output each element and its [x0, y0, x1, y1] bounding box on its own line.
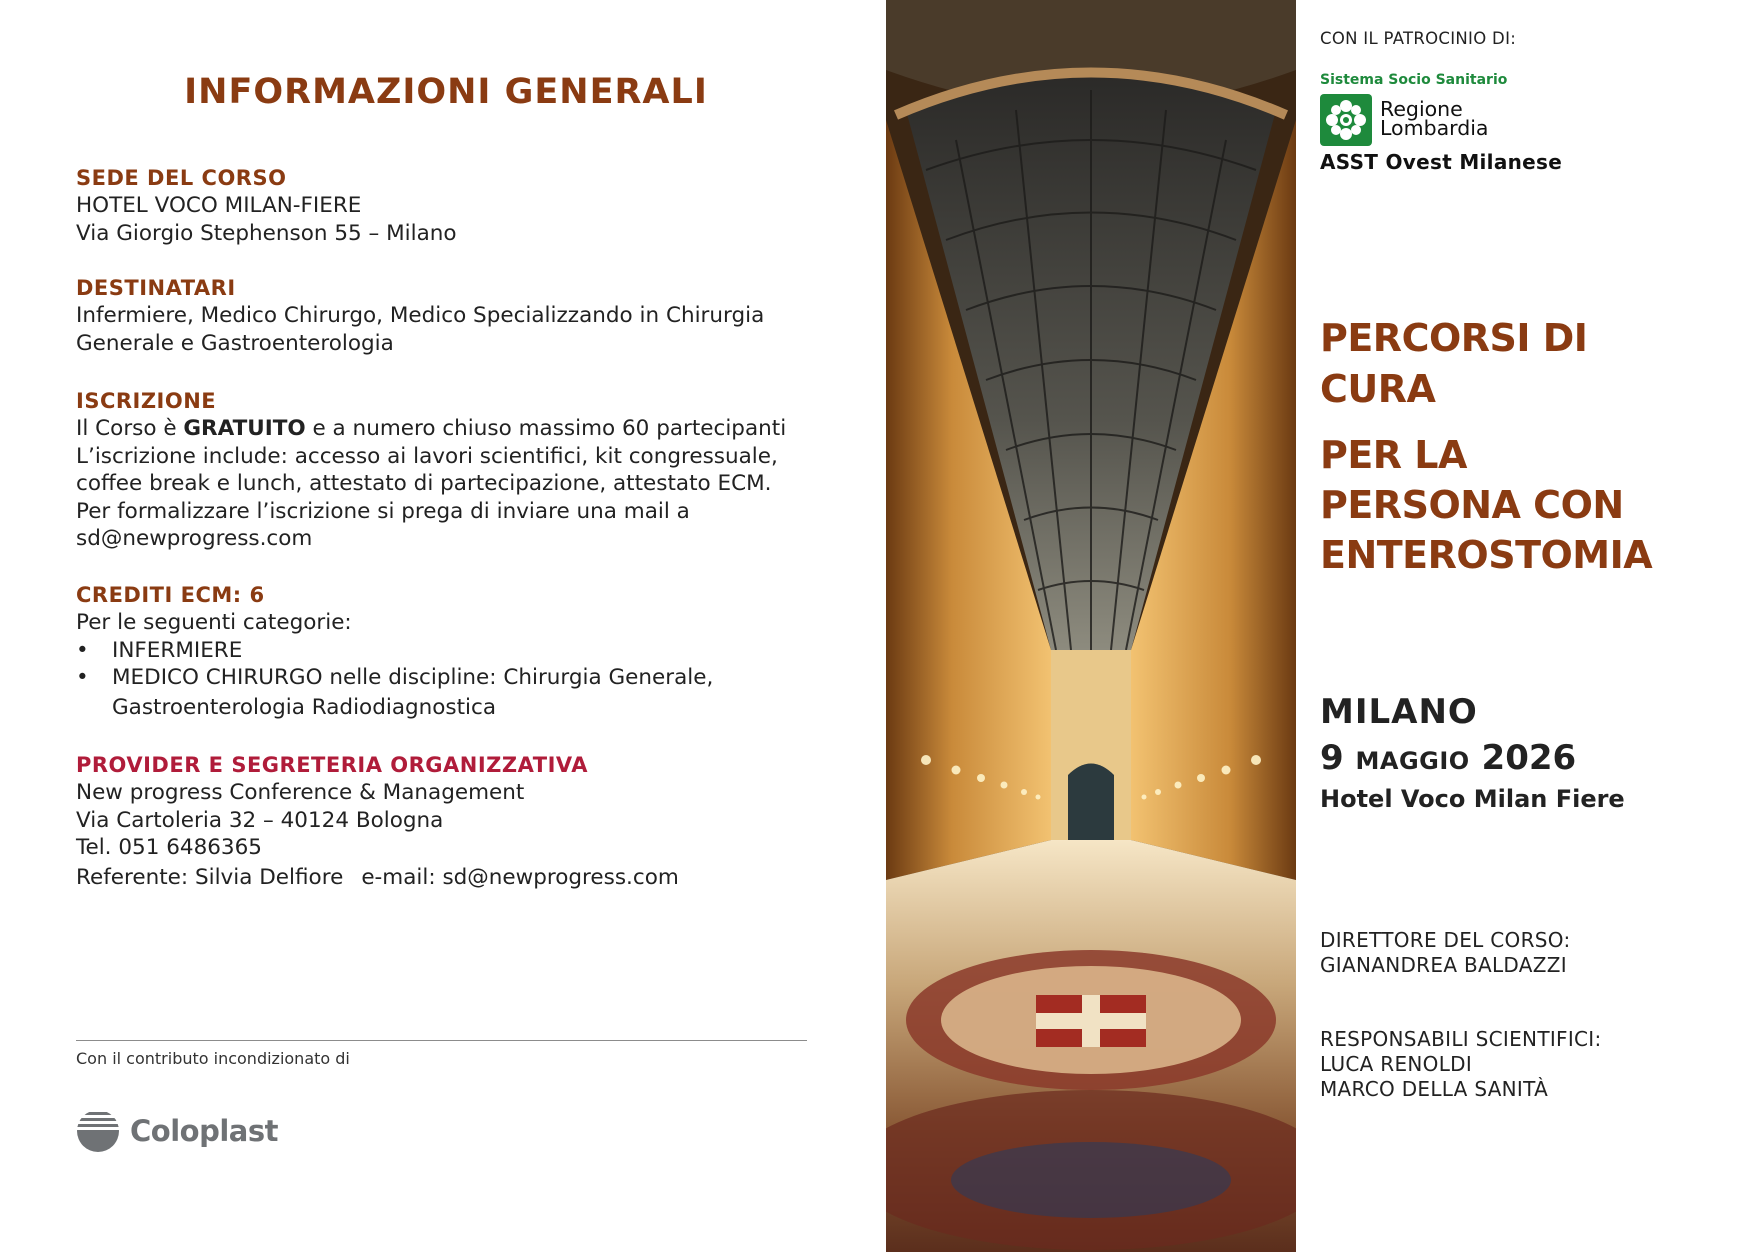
provider-email[interactable]: e-mail: sd@newprogress.com	[361, 864, 679, 890]
destinatari-heading: DESTINATARI	[76, 276, 236, 300]
direttore-block	[1320, 928, 1571, 978]
crediti-item-1: INFERMIERE	[112, 637, 243, 663]
date-month: MAGGIO	[1355, 747, 1470, 775]
destinatari-line-1: Infermiere, Medico Chirurgo, Medico Specializzando in Chirurgia	[76, 303, 765, 328]
asst-name: ASST Ovest Milanese	[1320, 150, 1563, 174]
crediti-section	[76, 583, 816, 721]
provider-referente: Referente: Silvia Delfiore	[76, 864, 344, 890]
divider	[76, 1040, 807, 1041]
provider-phone: Tel. 051 6486365	[76, 835, 262, 860]
date-day: 9	[1320, 738, 1344, 778]
patrocinio-label: CON IL PATROCINIO DI:	[1320, 29, 1517, 48]
title-line-1: PERCORSI DI	[1320, 316, 1588, 360]
responsabile-1: LUCA RENOLDI	[1320, 1052, 1473, 1076]
provider-section	[76, 753, 816, 891]
iscrizione-line-1	[76, 415, 816, 443]
regione-lombardia-text	[1380, 97, 1489, 140]
responsabile-2: MARCO DELLA SANITÀ	[1320, 1077, 1549, 1101]
iscrizione-heading: ISCRIZIONE	[76, 389, 217, 413]
coloplast-logo-icon	[76, 1109, 120, 1153]
galleria-photo	[886, 0, 1296, 1252]
sponsor-logo	[76, 1108, 278, 1154]
iscrizione-pre: Il Corso è	[76, 416, 184, 441]
responsabili-label: RESPONSABILI SCIENTIFICI:	[1320, 1027, 1602, 1051]
bullet-icon: •	[76, 665, 89, 690]
title-line-3: PER LA	[1320, 433, 1467, 477]
responsabili-block	[1320, 1027, 1602, 1102]
list-item	[76, 637, 816, 665]
list-item	[76, 664, 816, 692]
event-venue: Hotel Voco Milan Fiere	[1320, 785, 1625, 813]
iscrizione-line-2: L’iscrizione include: accesso ai lavori scientifici, kit congressuale,	[76, 443, 778, 469]
coloplast-wordmark: Coloplast	[130, 1114, 278, 1148]
list-item-continued	[76, 694, 816, 722]
page-title: INFORMAZIONI GENERALI	[184, 72, 708, 112]
lombardia-line: Lombardia	[1380, 116, 1489, 140]
sede-heading: SEDE DEL CORSO	[76, 166, 287, 190]
provider-contact	[76, 864, 816, 892]
iscrizione-section	[76, 389, 816, 553]
provider-address: Via Cartoleria 32 – 40124 Bologna	[76, 807, 444, 833]
right-panel	[1320, 0, 1740, 1241]
provider-name: New progress Conference & Management	[76, 780, 525, 805]
iscrizione-email[interactable]: sd@newprogress.com	[76, 526, 313, 551]
sede-section	[76, 166, 816, 247]
destinatari-section	[76, 276, 816, 357]
date-year: 2026	[1481, 738, 1577, 778]
direttore-name: GIANANDREA BALDAZZI	[1320, 953, 1567, 977]
title-line-4: PERSONA CON	[1320, 483, 1624, 527]
sede-hotel: HOTEL VOCO MILAN-FIERE	[76, 193, 362, 218]
destinatari-line-2: Generale e Gastroenterologia	[76, 330, 394, 356]
event-city: MILANO	[1320, 692, 1478, 732]
crediti-item-3: Gastroenterologia Radiodiagnostica	[112, 694, 497, 720]
crediti-intro: Per le seguenti categorie:	[76, 610, 352, 635]
contributo-label: Con il contributo incondizionato di	[76, 1049, 350, 1068]
regione-line: Regione	[1380, 97, 1463, 121]
event-date	[1320, 738, 1576, 778]
sede-address: Via Giorgio Stephenson 55 – Milano	[76, 220, 457, 246]
title-line-2: CURA	[1320, 367, 1436, 411]
provider-heading: PROVIDER E SEGRETERIA ORGANIZZATIVA	[76, 753, 588, 777]
left-panel	[76, 0, 816, 1241]
regione-lombardia-rose-icon	[1320, 94, 1372, 146]
iscrizione-line-4: Per formalizzare l’iscrizione si prega di inviare una mail a	[76, 498, 690, 524]
direttore-label: DIRETTORE DEL CORSO:	[1320, 928, 1571, 952]
crediti-heading: CREDITI ECM: 6	[76, 583, 265, 607]
title-line-5: ENTEROSTOMIA	[1320, 533, 1653, 577]
crediti-item-2: MEDICO CHIRURGO nelle discipline: Chirurgia Generale,	[112, 665, 714, 690]
gratuito-bold: GRATUITO	[183, 416, 306, 441]
bullet-icon: •	[76, 637, 89, 663]
iscrizione-post: e a numero chiuso massimo 60 partecipanti	[305, 416, 787, 441]
ssn-label: Sistema Socio Sanitario	[1320, 72, 1508, 88]
iscrizione-line-3: coffee break e lunch, attestato di partecipazione, attestato ECM.	[76, 471, 772, 496]
